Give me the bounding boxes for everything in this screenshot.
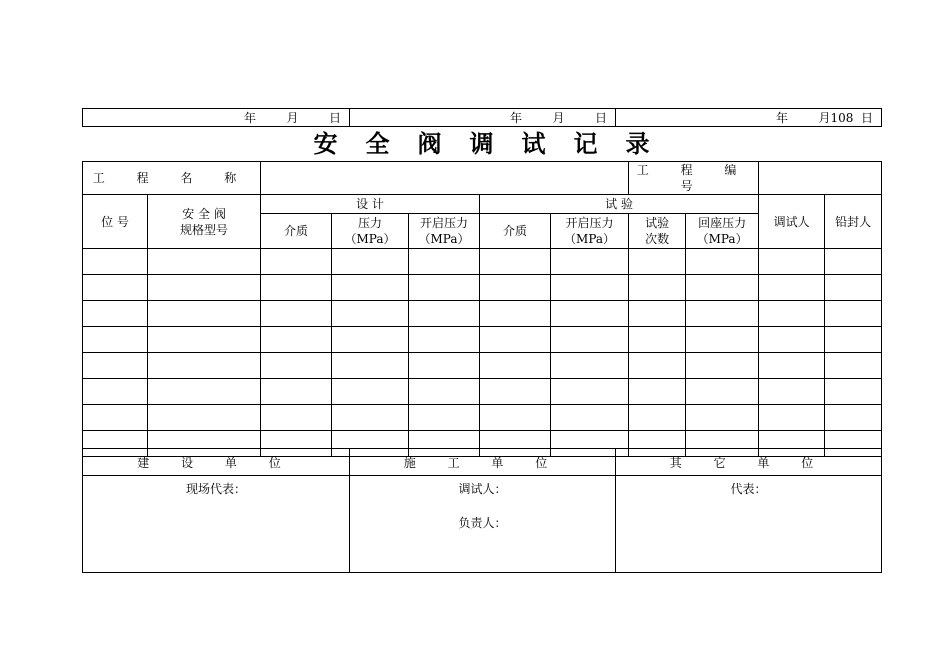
table-cell[interactable]	[148, 327, 261, 353]
table-cell[interactable]	[825, 301, 882, 327]
table-cell[interactable]	[629, 301, 686, 327]
page-title: 安全阀调试记录	[313, 129, 678, 158]
table-row	[83, 301, 882, 327]
table-cell[interactable]	[825, 249, 882, 275]
constructor-tester-label: 调试人：	[458, 482, 507, 496]
table-cell[interactable]	[409, 301, 480, 327]
table-cell[interactable]	[629, 353, 686, 379]
project-name-field[interactable]	[261, 162, 629, 195]
table-cell[interactable]	[409, 327, 480, 353]
table-cell[interactable]	[759, 301, 825, 327]
table-row	[83, 379, 882, 405]
builder-rep-label: 现场代表：	[185, 482, 246, 496]
table-cell[interactable]	[261, 379, 332, 405]
table-cell[interactable]	[83, 353, 148, 379]
test-count-line2: 次数	[645, 232, 670, 246]
data-rows	[83, 249, 882, 457]
table-cell[interactable]	[409, 353, 480, 379]
table-cell[interactable]	[148, 405, 261, 431]
table-cell[interactable]	[332, 379, 409, 405]
table-cell[interactable]	[261, 327, 332, 353]
table-cell[interactable]	[686, 301, 759, 327]
table-cell[interactable]	[825, 327, 882, 353]
other-unit-heading: 其 它 单 位	[616, 449, 882, 476]
date-field-2[interactable]: 年 月 日	[350, 109, 616, 127]
table-cell[interactable]	[629, 405, 686, 431]
table-cell[interactable]	[480, 301, 551, 327]
table-cell[interactable]	[686, 275, 759, 301]
test-group-header: 试 验	[480, 195, 759, 214]
table-cell[interactable]	[409, 249, 480, 275]
test-reseat-line2: （MPa）	[696, 232, 748, 246]
table-cell[interactable]	[759, 353, 825, 379]
table-cell[interactable]	[480, 353, 551, 379]
signature-body-row	[83, 476, 882, 573]
table-cell[interactable]	[759, 327, 825, 353]
table-cell[interactable]	[825, 275, 882, 301]
table-cell[interactable]	[551, 249, 629, 275]
design-open-pressure-header	[409, 214, 480, 249]
table-cell[interactable]	[332, 275, 409, 301]
table-cell[interactable]	[332, 405, 409, 431]
table-cell[interactable]	[332, 249, 409, 275]
table-cell[interactable]	[825, 353, 882, 379]
table-cell[interactable]	[759, 275, 825, 301]
test-medium-header: 介质	[480, 214, 551, 249]
table-cell[interactable]	[629, 379, 686, 405]
col-tester-header: 调试人	[759, 195, 825, 249]
test-open-pressure-header	[551, 214, 629, 249]
table-cell[interactable]	[83, 379, 148, 405]
constructor-responsible-label: 负责人：	[458, 516, 507, 530]
header-row-1	[83, 195, 882, 214]
table-row	[83, 327, 882, 353]
signature-heading-row	[83, 449, 882, 476]
design-medium-header: 介质	[261, 214, 332, 249]
design-open-line1: 开启压力	[420, 216, 469, 230]
constructor-signature-cell[interactable]	[350, 476, 616, 573]
project-name-label: 工 程 名 称	[83, 162, 261, 195]
table-cell[interactable]	[759, 405, 825, 431]
table-cell[interactable]	[759, 249, 825, 275]
table-cell[interactable]	[83, 249, 148, 275]
table-cell[interactable]	[825, 379, 882, 405]
table-row	[83, 275, 882, 301]
table-cell[interactable]	[83, 405, 148, 431]
table-cell[interactable]	[261, 275, 332, 301]
table-cell[interactable]	[686, 379, 759, 405]
table-cell[interactable]	[261, 405, 332, 431]
valve-test-table	[82, 161, 882, 457]
table-cell[interactable]	[148, 353, 261, 379]
builder-unit-heading: 建 设 单 位	[83, 449, 350, 476]
table-cell[interactable]	[825, 405, 882, 431]
project-number-label: 工 程 编 号	[629, 162, 759, 195]
table-cell[interactable]	[261, 301, 332, 327]
date-row	[82, 108, 882, 127]
table-cell[interactable]	[148, 379, 261, 405]
table-cell[interactable]	[686, 353, 759, 379]
test-open-line2: （MPa）	[564, 232, 616, 246]
table-cell[interactable]	[551, 275, 629, 301]
table-cell[interactable]	[629, 275, 686, 301]
col-position-header	[83, 195, 148, 249]
test-reseat-line1: 回座压力	[698, 216, 747, 230]
project-number-field[interactable]	[759, 162, 882, 195]
date-field-1[interactable]: 年 月 日	[83, 109, 350, 127]
table-cell[interactable]	[480, 327, 551, 353]
table-cell[interactable]	[686, 327, 759, 353]
col-valve-spec-header	[148, 195, 261, 249]
table-cell[interactable]	[759, 379, 825, 405]
design-group-header: 设 计	[261, 195, 480, 214]
table-cell[interactable]	[551, 379, 629, 405]
other-signature-cell[interactable]	[616, 476, 882, 573]
design-open-line2: （MPa）	[418, 232, 470, 246]
table-cell[interactable]	[83, 275, 148, 301]
date-field-3[interactable]: 年 月108 日	[616, 109, 882, 127]
design-pressure-line2: （MPa）	[344, 232, 396, 246]
table-cell[interactable]	[686, 249, 759, 275]
table-cell[interactable]	[409, 275, 480, 301]
table-cell[interactable]	[83, 327, 148, 353]
table-row	[83, 249, 882, 275]
table-cell[interactable]	[332, 327, 409, 353]
constructor-unit-heading: 施 工 单 位	[350, 449, 616, 476]
test-count-header	[629, 214, 686, 249]
table-cell[interactable]	[480, 249, 551, 275]
builder-signature-cell[interactable]	[83, 476, 350, 573]
project-row	[83, 162, 882, 195]
table-cell[interactable]	[409, 405, 480, 431]
other-rep-label: 代表：	[730, 482, 767, 496]
table-cell[interactable]	[148, 301, 261, 327]
table-cell[interactable]	[480, 379, 551, 405]
valve-spec-line2: 规格型号	[180, 222, 229, 237]
valve-spec-line1: 安 全 阀	[182, 206, 226, 221]
table-cell[interactable]	[551, 353, 629, 379]
design-pressure-header	[332, 214, 409, 249]
design-pressure-line1: 压力	[358, 216, 383, 230]
table-cell[interactable]	[332, 353, 409, 379]
position-label: 位 号	[101, 214, 129, 229]
table-cell[interactable]	[332, 301, 409, 327]
table-cell[interactable]	[261, 353, 332, 379]
table-row	[83, 353, 882, 379]
table-cell[interactable]	[551, 327, 629, 353]
test-open-line1: 开启压力	[565, 216, 614, 230]
table-cell[interactable]	[480, 275, 551, 301]
table-cell[interactable]	[409, 379, 480, 405]
table-cell[interactable]	[629, 249, 686, 275]
col-sealer-header: 铅封人	[825, 195, 882, 249]
table-cell[interactable]	[148, 275, 261, 301]
table-cell[interactable]	[551, 301, 629, 327]
table-row	[83, 405, 882, 431]
table-cell[interactable]	[629, 327, 686, 353]
table-cell[interactable]	[480, 405, 551, 431]
table-cell[interactable]	[148, 249, 261, 275]
signature-table	[82, 448, 882, 573]
table-cell[interactable]	[686, 405, 759, 431]
test-reseat-pressure-header	[686, 214, 759, 249]
test-count-line1: 试验	[645, 216, 670, 230]
table-cell[interactable]	[551, 405, 629, 431]
table-cell[interactable]	[261, 249, 332, 275]
table-cell[interactable]	[83, 301, 148, 327]
